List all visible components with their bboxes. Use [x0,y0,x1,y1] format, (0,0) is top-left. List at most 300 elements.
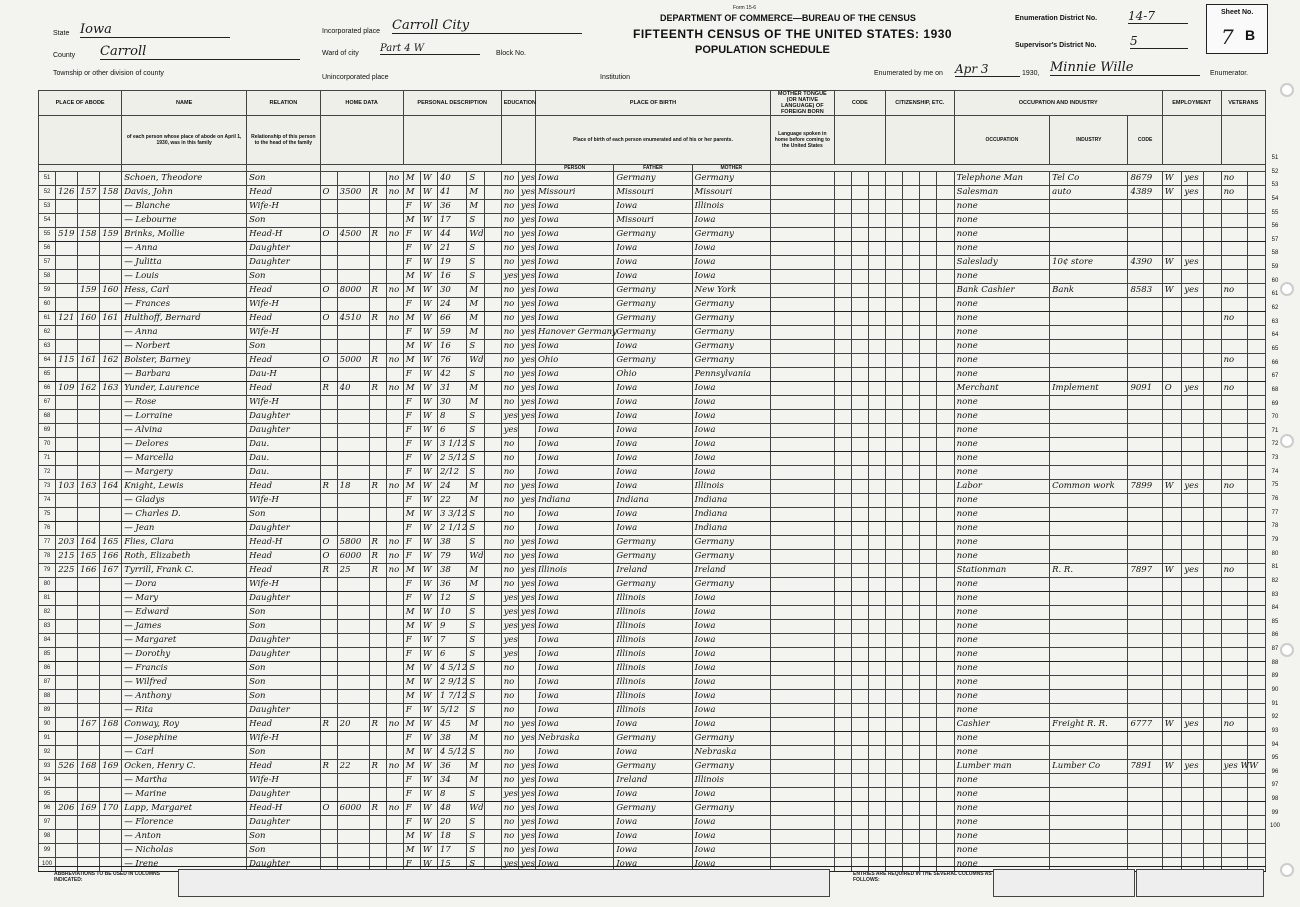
cell-birth: Iowa [535,256,613,270]
cell-tenure [320,396,337,410]
cell-father: Illinois [614,620,692,634]
cell-empty [903,760,920,774]
cell-race: W [420,844,437,858]
cell-value [337,410,369,424]
cell-school: yes [501,788,518,802]
cell-birth: Iowa [535,396,613,410]
cell-empty [1204,494,1221,508]
cell-empty [484,298,501,312]
cell-empty [886,648,903,662]
cell-radio [369,214,386,228]
cell-empty [920,270,937,284]
cell-empty [937,466,954,480]
cell-empty [834,592,851,606]
entries-title: ENTRIES ARE REQUIRED IN THE SEVERAL COLUMNS AS FOLLOWS: [853,871,992,883]
cell-empty [484,508,501,522]
cell-empty [1204,298,1221,312]
cell-name: Lapp, Margaret [122,802,247,816]
table-row [39,634,1266,648]
cell-read: yes [518,214,535,228]
cell-empty [834,606,851,620]
cell-empty [920,788,937,802]
cell-dw [56,732,78,746]
cell-empty [1248,844,1266,858]
cell-ind [1050,214,1128,228]
right-line-numbers [1266,155,1284,837]
cell-empty [851,312,868,326]
cell-cls [1162,368,1182,382]
cell-empty [903,704,920,718]
cell-empty [484,312,501,326]
table-row [39,396,1266,410]
cell-occ: none [954,410,1049,424]
cell-empty [868,438,885,452]
cell-occ: none [954,774,1049,788]
cell-dw [56,718,78,732]
cell-cls [1162,550,1182,564]
cell-code [1128,424,1162,438]
cell-radio [369,634,386,648]
cell-empty [771,452,835,466]
cell-age: 24 [438,480,467,494]
cell-empty [903,228,920,242]
cell-mother: Germany [692,578,770,592]
cell-read [518,466,535,480]
cell-marital: S [467,368,484,382]
cell-code [1128,774,1162,788]
cell-empty [484,760,501,774]
line-number: 59 [1271,264,1279,271]
cell-line: 57 [39,256,56,270]
table-row [39,802,1266,816]
cell-sex: F [403,298,420,312]
cell-empty [834,410,851,424]
cell-vis [100,494,122,508]
cell-farm: no [386,312,403,326]
cell-empty [937,564,954,578]
cell-empty [886,382,903,396]
cell-vet [1221,466,1248,480]
cell-empty [868,606,885,620]
cell-empty [868,326,885,340]
cell-school: no [501,732,518,746]
cell-race: W [420,200,437,214]
cell-tenure: O [320,550,337,564]
cell-empty [1204,760,1221,774]
cell-empty [484,382,501,396]
cell-mother: Iowa [692,382,770,396]
cell-ind [1050,578,1128,592]
cell-empty [484,550,501,564]
cell-rel: Son [247,508,320,522]
cell-cls [1162,340,1182,354]
cell-empty [886,256,903,270]
cell-name: — Lebourne [122,214,247,228]
cell-empty [903,410,920,424]
cell-empty [834,732,851,746]
cell-tenure [320,830,337,844]
cell-read: yes [518,620,535,634]
cell-name: — Anthony [122,690,247,704]
cell-radio [369,774,386,788]
table-row [39,620,1266,634]
cell-vis: 163 [100,382,122,396]
col-num-name [122,165,247,172]
cell-empty [886,522,903,536]
abbrev-box [178,869,830,897]
cell-school: no [501,298,518,312]
cell-empty [851,242,868,256]
cell-empty [771,466,835,480]
cell-marital: S [467,648,484,662]
line-number: 99 [1271,809,1279,816]
cell-empty [886,396,903,410]
cell-value [337,368,369,382]
cell-empty [903,732,920,746]
cell-race: W [420,242,437,256]
cell-cls [1162,452,1182,466]
cell-work [1182,844,1204,858]
cell-name: — Blanche [122,200,247,214]
cell-occ: none [954,466,1049,480]
name-desc: of each person whose place of abode on April 1, 1930, was in this family [122,116,247,165]
cell-value [337,326,369,340]
cell-birth: Iowa [535,536,613,550]
cell-empty [920,760,937,774]
cell-empty [834,438,851,452]
cell-tenure [320,214,337,228]
cell-empty [920,424,937,438]
cell-father: Iowa [614,200,692,214]
group-relation: RELATION [247,91,320,116]
cell-value [337,676,369,690]
cell-father: Iowa [614,438,692,452]
line-number: 65 [1271,345,1279,352]
cell-sex: M [403,284,420,298]
cell-rel: Son [247,620,320,634]
cell-dw [56,172,78,186]
cell-empty [920,480,937,494]
cell-empty [834,228,851,242]
cell-occ: Lumber man [954,760,1049,774]
cell-read: yes [518,326,535,340]
cell-tenure [320,592,337,606]
cell-name: Hess, Carl [122,284,247,298]
cell-radio [369,648,386,662]
cell-marital: Wd [467,228,484,242]
cell-vet [1221,340,1248,354]
cell-farm [386,774,403,788]
cell-name: — Alvina [122,424,247,438]
cell-line: 80 [39,578,56,592]
cell-name: — Carl [122,746,247,760]
cell-occ: Saleslady [954,256,1049,270]
cell-mother: Indiana [692,522,770,536]
cell-tenure [320,522,337,536]
cell-read [518,424,535,438]
line-number: 85 [1271,618,1279,625]
cell-ind [1050,312,1128,326]
cell-empty [834,536,851,550]
cell-empty [903,466,920,480]
cell-tenure: O [320,228,337,242]
cell-tenure [320,578,337,592]
cell-birth: Iowa [535,816,613,830]
cell-work [1182,214,1204,228]
cell-line: 65 [39,368,56,382]
cell-empty [484,788,501,802]
table-row [39,704,1266,718]
cell-empty [937,508,954,522]
cell-empty [868,536,885,550]
cell-age: 38 [438,732,467,746]
cell-ind: R. R. [1050,564,1128,578]
cell-empty [1248,718,1266,732]
cell-sex: F [403,256,420,270]
cell-work [1182,774,1204,788]
cell-cls [1162,634,1182,648]
cell-line: 66 [39,382,56,396]
cell-tenure [320,326,337,340]
cell-race: W [420,788,437,802]
cell-empty [1204,270,1221,284]
cell-empty [1204,788,1221,802]
cell-age: 16 [438,270,467,284]
cell-sex: F [403,704,420,718]
cell-marital: S [467,452,484,466]
cell-fam [78,732,100,746]
employment-subheader [1162,116,1221,165]
code-subheader [834,116,885,165]
cell-empty [920,354,937,368]
cell-line: 72 [39,466,56,480]
cell-name: — Gladys [122,494,247,508]
cell-empty [903,312,920,326]
cell-empty [851,704,868,718]
cell-empty [851,410,868,424]
cell-value [337,662,369,676]
cell-radio [369,746,386,760]
cell-tenure [320,606,337,620]
cell-work [1182,200,1204,214]
cell-name: — Edward [122,606,247,620]
cell-empty [771,256,835,270]
cell-birth: Iowa [535,718,613,732]
cell-fam [78,620,100,634]
cell-empty [1204,690,1221,704]
cell-value [337,648,369,662]
cell-cls [1162,648,1182,662]
cell-empty [868,186,885,200]
cell-father: Iowa [614,816,692,830]
home-data-subheader [320,116,403,165]
cell-age: 9 [438,620,467,634]
cell-code [1128,606,1162,620]
cell-cls: W [1162,186,1182,200]
cell-read: yes [518,298,535,312]
table-row [39,662,1266,676]
cell-birth: Iowa [535,424,613,438]
cell-code: 9091 [1128,382,1162,396]
cell-ind [1050,648,1128,662]
cell-dw [56,606,78,620]
cell-occ: none [954,242,1049,256]
cell-empty [834,242,851,256]
cell-marital: M [467,298,484,312]
cell-value [337,172,369,186]
cell-mother: Germany [692,326,770,340]
cell-dw [56,676,78,690]
cell-father: Iowa [614,746,692,760]
cell-occ: none [954,522,1049,536]
cell-value [337,690,369,704]
cell-empty [834,774,851,788]
cell-radio [369,298,386,312]
cell-name: — Francis [122,662,247,676]
cell-empty [1204,326,1221,340]
cell-empty [771,312,835,326]
cell-occ: none [954,494,1049,508]
cell-vet [1221,830,1248,844]
cell-empty [920,536,937,550]
cell-vis [100,340,122,354]
cell-name: — Delores [122,438,247,452]
cell-marital: M [467,312,484,326]
cell-tenure: O [320,802,337,816]
cell-empty [1248,340,1266,354]
cell-vet [1221,270,1248,284]
line-number: 95 [1271,755,1279,762]
cell-empty [851,564,868,578]
cell-school: no [501,186,518,200]
cell-empty [868,214,885,228]
cell-read: yes [518,312,535,326]
cell-mother: Nebraska [692,746,770,760]
cell-empty [903,368,920,382]
cell-race: W [420,354,437,368]
cell-rel: Dau. [247,466,320,480]
table-row [39,578,1266,592]
binder-hole [1280,643,1294,657]
cell-school: no [501,774,518,788]
cell-line: 93 [39,760,56,774]
cell-value [337,256,369,270]
cell-ind: Freight R. R. [1050,718,1128,732]
cell-vet: no [1221,564,1248,578]
enumerator-label: Enumerator. [1210,70,1249,77]
cell-school: no [501,830,518,844]
cell-rel: Wife-H [247,298,320,312]
cell-value: 4510 [337,312,369,326]
cell-ind [1050,662,1128,676]
ward-label: Ward of city [322,50,359,57]
cell-value [337,704,369,718]
cell-empty [937,382,954,396]
cell-mother: Germany [692,228,770,242]
cell-line: 73 [39,480,56,494]
cell-empty [1248,214,1266,228]
cell-empty [937,746,954,760]
cell-school: yes [501,592,518,606]
cell-empty [920,326,937,340]
personal-subheader [403,116,501,165]
cell-empty [484,690,501,704]
cell-code [1128,312,1162,326]
cell-line: 83 [39,620,56,634]
cell-vis [100,396,122,410]
cell-dw: 225 [56,564,78,578]
cell-empty [903,494,920,508]
cell-race: W [420,760,437,774]
cell-empty [1204,368,1221,382]
cell-father: Illinois [614,648,692,662]
cell-vis: 166 [100,550,122,564]
cell-tenure [320,438,337,452]
cell-empty [851,536,868,550]
cell-empty [868,620,885,634]
cell-mother: Iowa [692,662,770,676]
cell-school: no [501,508,518,522]
cell-empty [484,718,501,732]
cell-empty [771,550,835,564]
cell-value [337,242,369,256]
cell-empty [484,424,501,438]
cell-work [1182,732,1204,746]
cell-cls [1162,326,1182,340]
cell-radio [369,606,386,620]
cell-cls [1162,844,1182,858]
cell-marital: S [467,676,484,690]
cell-tenure: O [320,186,337,200]
cell-empty [771,172,835,186]
cell-empty [1248,396,1266,410]
cell-work [1182,242,1204,256]
cell-vis [100,774,122,788]
cell-tenure: R [320,382,337,396]
line-number: 53 [1271,182,1279,189]
cell-vet [1221,424,1248,438]
cell-line: 98 [39,830,56,844]
cell-empty [886,410,903,424]
cell-read: yes [518,480,535,494]
cell-radio [369,466,386,480]
cell-line: 67 [39,396,56,410]
cell-race: W [420,452,437,466]
cell-mother: Iowa [692,788,770,802]
department-title: DEPARTMENT OF COMMERCE—BUREAU OF THE CENSUS [660,13,916,23]
cell-value [337,396,369,410]
cell-father: Iowa [614,256,692,270]
cell-cls [1162,438,1182,452]
cell-radio [369,200,386,214]
cell-empty [937,536,954,550]
cell-empty [1248,452,1266,466]
cell-age: 12 [438,592,467,606]
cell-empty [1248,746,1266,760]
cell-line: 52 [39,186,56,200]
cell-school: no [501,242,518,256]
cell-rel: Head-H [247,228,320,242]
table-row [39,746,1266,760]
cell-empty [886,634,903,648]
cell-empty [1248,816,1266,830]
table-row [39,354,1266,368]
cell-ind [1050,830,1128,844]
cell-empty [1248,648,1266,662]
cell-code [1128,228,1162,242]
cell-name: — Margery [122,466,247,480]
cell-empty [937,410,954,424]
